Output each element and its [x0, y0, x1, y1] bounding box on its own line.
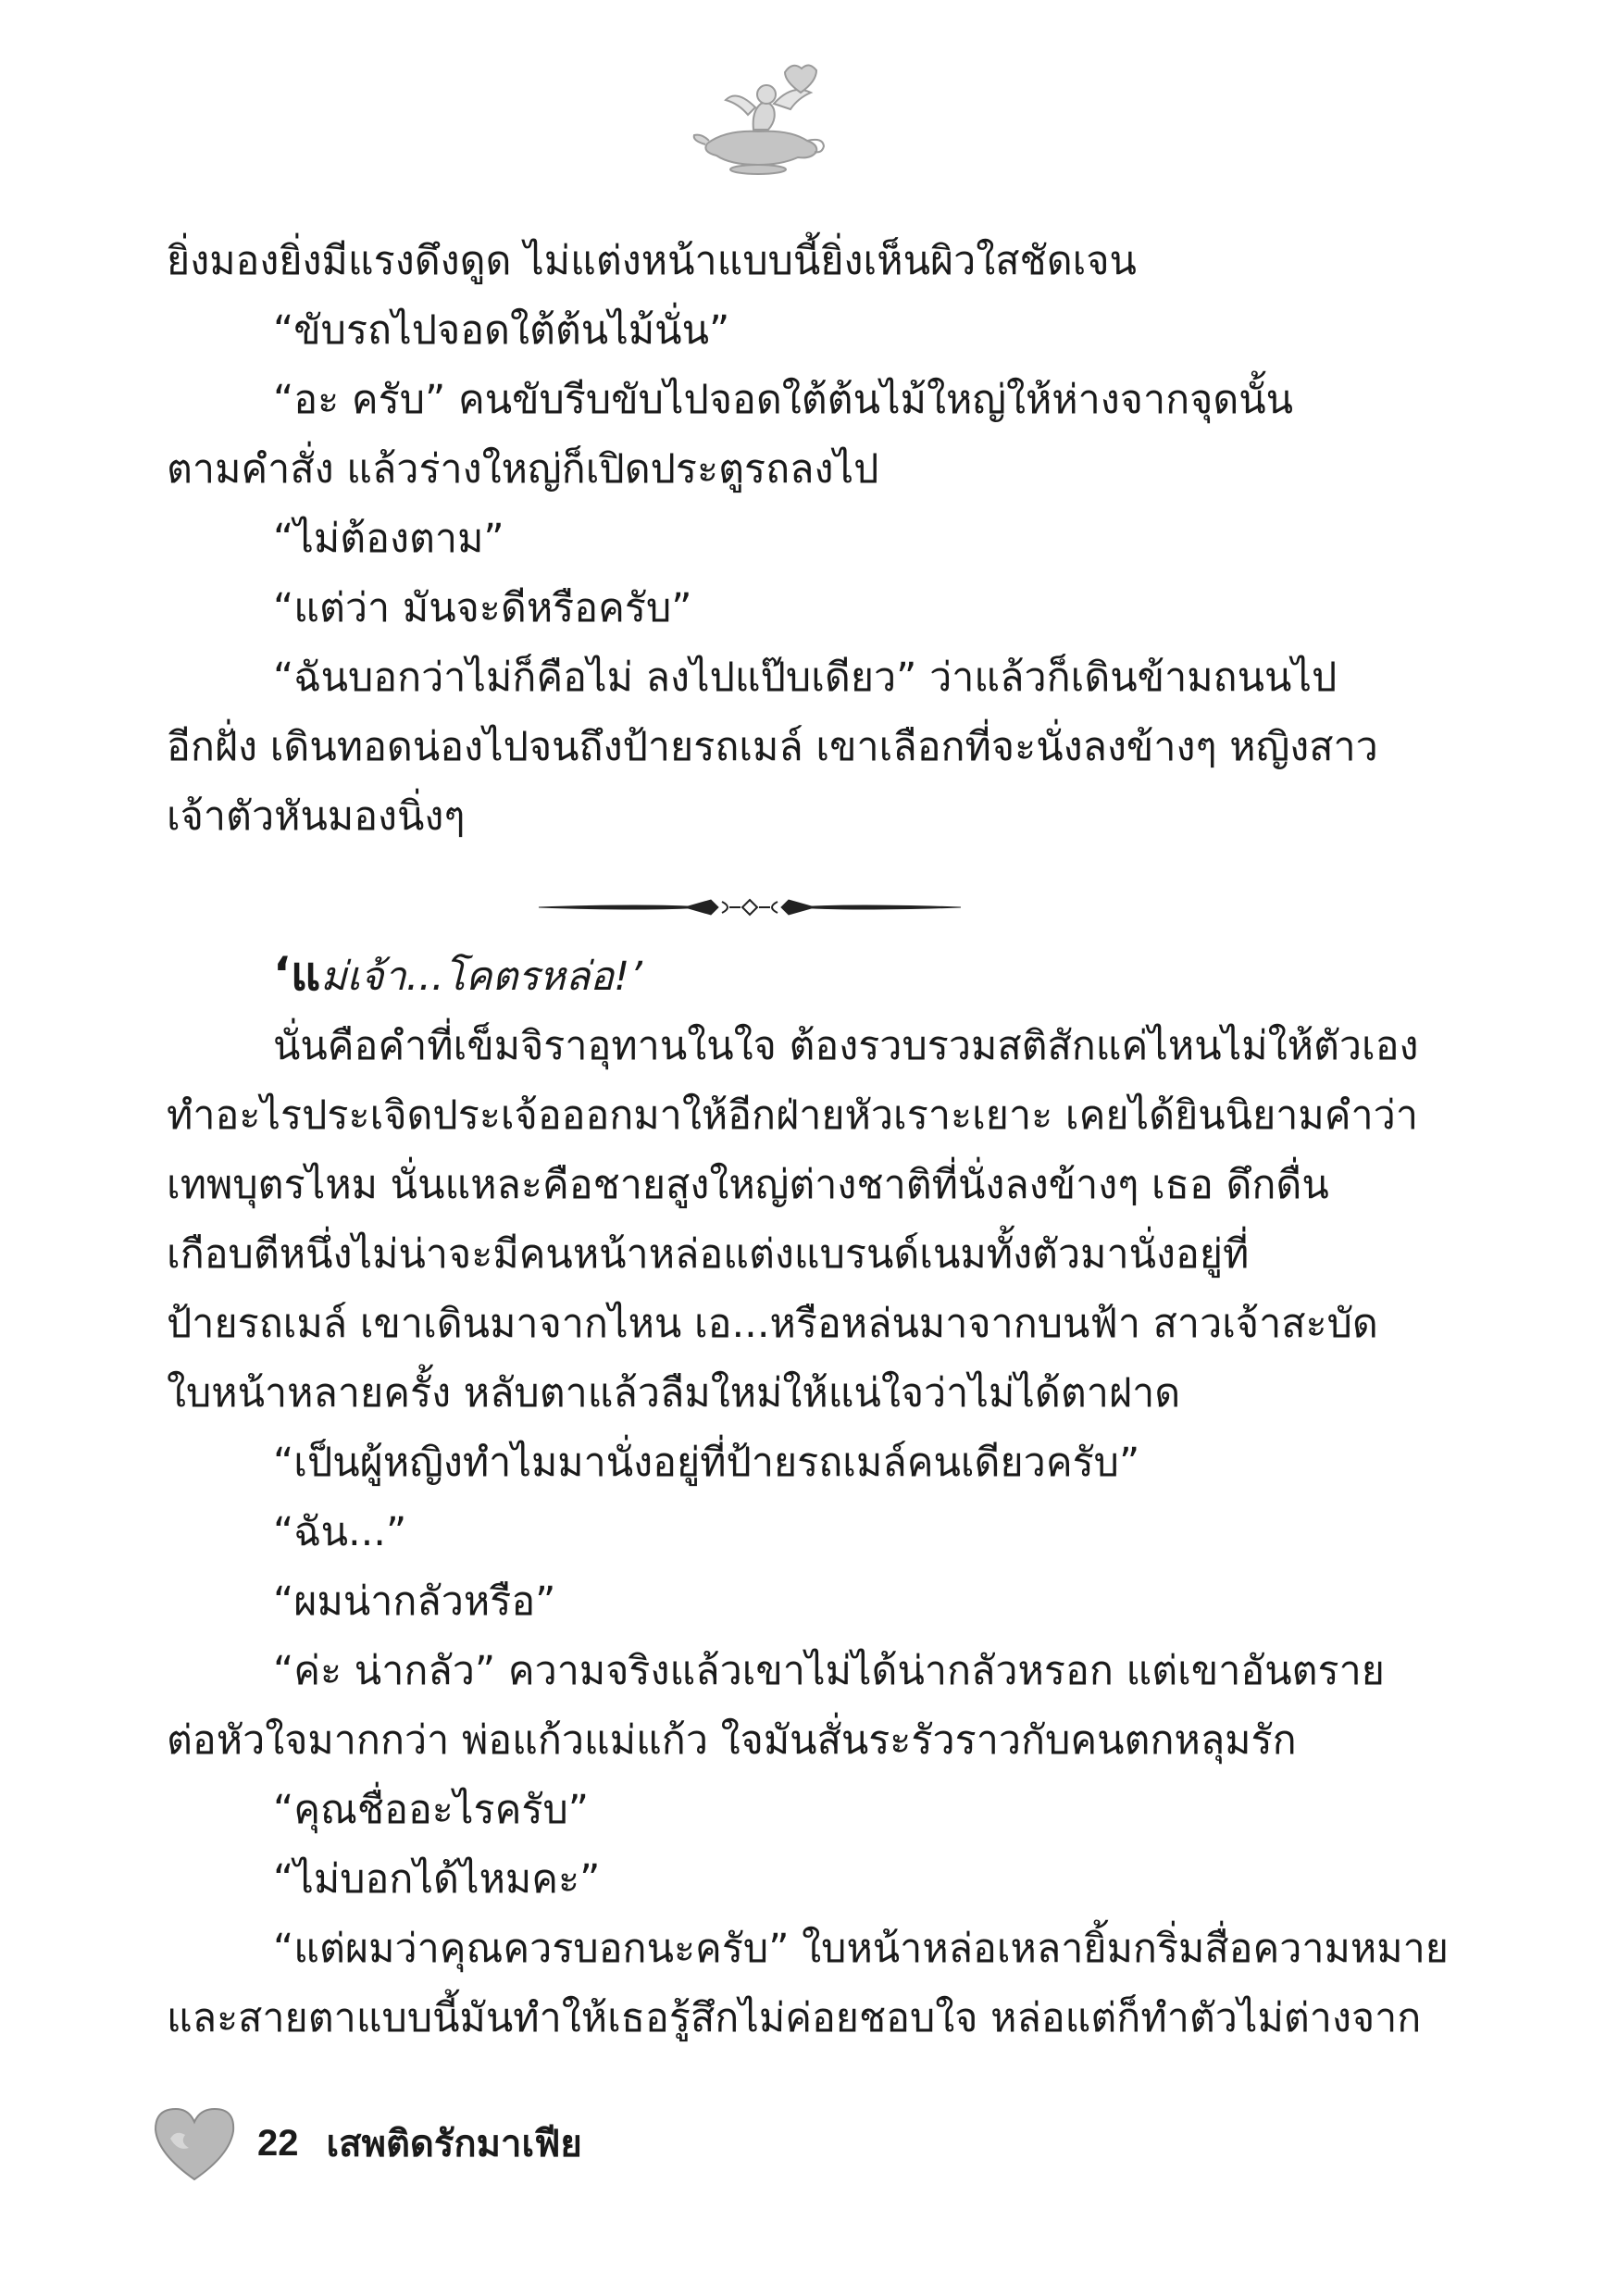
text-line: นั่นคือคำที่เข็มจิราอุทานในใจ ต้องรวบรวมสติสักแค่ไหนไม่ให้ตัวเอง [273, 1023, 1419, 1069]
text-line: “ไม่ต้องตาม” [273, 516, 504, 562]
opening-line [167, 940, 1361, 1012]
text-line: “เป็นผู้หญิงทำไมมานั่งอยู่ที่ป้ายรถเมล์คนเดียวครับ” [273, 1440, 1140, 1486]
cherub-lamp-icon [689, 56, 828, 176]
text-line: ป้ายรถเมล์ เขาเดินมาจากไหน เอ...หรือหล่นมาจากบนฟ้า สาวเจ้าสะบัด [167, 1301, 1378, 1347]
text-line: เกือบตีหนึ่งไม่น่าจะมีคนหน้าหล่อแต่งแบรนด์เนมทั้งตัวมานั่งอยู่ที่ [167, 1231, 1250, 1278]
text-line: และสายตาแบบนี้มันทำให้เธอรู้สึกไม่ค่อยชอบใจ หล่อแต่ก็ทำตัวไม่ต่างจาก [167, 1995, 1422, 2041]
text-line: เจ้าตัวหันมองนิ่งๆ [167, 793, 466, 840]
page-number: 22 [257, 2122, 299, 2164]
text-line: “ฉัน...” [273, 1509, 407, 1555]
text-line: “อะ ครับ” คนขับรีบขับไปจอดใต้ต้นไม้ใหญ่ให้ห่างจากจุดนั้น [273, 377, 1294, 423]
opening-text: ม่เจ้า...โคตรหล่อ!’ [320, 954, 642, 1000]
text-line: “แต่ผมว่าคุณควรบอกนะครับ” ใบหน้าหล่อเหลายิ้มกริ่มสื่อความหมาย [273, 1926, 1449, 1972]
text-line: ต่อหัวใจมากกว่า พ่อแก้วแม่แก้ว ใจมันสั่นระรัวราวกับคนตกหลุมรัก [167, 1717, 1297, 1764]
text-line: ตามคำสั่ง แล้วร่างใหญ่ก็เปิดประตูรถลงไป [167, 446, 879, 493]
text-line: ยิ่งมองยิ่งมีแรงดึงดูด ไม่แต่งหน้าแบบนี้ยิ่งเห็นผิวใสชัดเจน [167, 238, 1137, 284]
text-line: “ขับรถไปจอดใต้ต้นไม้นั่น” [273, 307, 730, 354]
heart-icon [148, 2102, 241, 2185]
text-line: “คุณชื่ออะไรครับ” [273, 1787, 590, 1833]
text-line: ทำอะไรประเจิดประเจ้อออกมาให้อีกฝ่ายหัวเราะเยาะ เคยได้ยินนิยามคำว่า [167, 1092, 1418, 1139]
text-line: “แต่ว่า มันจะดีหรือครับ” [273, 585, 692, 631]
drop-mark: ‘แ [273, 947, 321, 1001]
page-footer [148, 2097, 582, 2190]
text-section-1 [167, 227, 1378, 852]
text-line: “ฉันบอกว่าไม่ก็คือไม่ ลงไปแป๊บเดียว” ว่าแล้วก็เดินข้ามถนนไป [273, 655, 1338, 701]
book-title: เสพติดรักมาเฟีย [326, 2123, 582, 2165]
text-line: อีกฝั่ง เดินทอดน่องไปจนถึงป้ายรถเมล์ เขาเลือกที่จะนั่งลงข้างๆ หญิงสาว [167, 724, 1378, 770]
flourish-divider-icon [537, 889, 963, 926]
text-line: “ผมน่ากลัวหรือ” [273, 1578, 556, 1625]
text-line: “ค่ะ น่ากลัว” ความจริงแล้วเขาไม่ได้น่ากลัวหรอก แต่เขาอันตราย [273, 1648, 1385, 1694]
text-line: “ไม่บอกได้ไหมคะ” [273, 1856, 601, 1903]
text-section-2 [167, 940, 1449, 2053]
text-line: ใบหน้าหลายครั้ง หลับตาแล้วลืมใหม่ให้แน่ใจว่าไม่ได้ตาฝาด [167, 1370, 1181, 1416]
text-line: เทพบุตรไหม นั่นแหละคือชายสูงใหญ่ต่างชาติที่นั่งลงข้างๆ เธอ ดึกดื่น [167, 1162, 1329, 1208]
